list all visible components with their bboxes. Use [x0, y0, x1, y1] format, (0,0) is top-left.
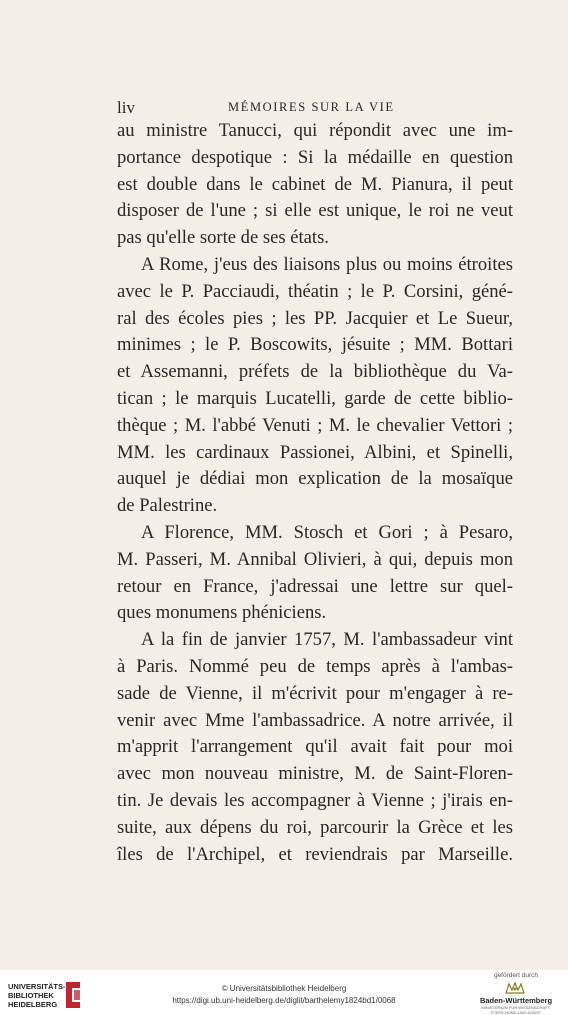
text-line: avec le P. Pacciaudi, théatin ; le P. Corsini, géné-	[117, 280, 513, 302]
page-number: liv	[117, 98, 135, 117]
text-line: thèque ; M. l'abbé Venuti ; M. le chevalier Vettori ;	[117, 414, 513, 436]
text-line: minimes ; le P. Boscowits, jésuite ; MM. Bottari	[117, 334, 513, 356]
text-line: avec mon nouveau ministre, M. de Saint-Floren-	[117, 763, 513, 785]
text-line: MM. les cardinaux Passionei, Albini, et Spinelli,	[117, 441, 513, 463]
text-line: au ministre Tanucci, qui répondit avec une im-	[117, 120, 513, 141]
text-line: sade de Vienne, il m'écrivit pour m'engager à re-	[117, 682, 513, 704]
copyright-notice: © Universitätsbibliothek Heidelberg	[221, 984, 347, 993]
text-line: m'apprit l'arrangement qu'il avait fait pour moi	[117, 736, 513, 758]
page-header	[117, 98, 513, 118]
running-title: MÉMOIRES SUR LA VIE	[228, 100, 395, 114]
text-line: tin. Je devais les accompagner à Vienne ; j'irais en-	[117, 789, 513, 811]
text-line: pas qu'elle sorte de ses états.	[117, 227, 329, 249]
text-line: auquel je dédiai mon explication de la mosaïque	[117, 468, 513, 490]
text-line: tican ; le marquis Lucatelli, garde de cette biblio-	[117, 387, 513, 409]
coat-of-arms-icon	[504, 981, 526, 995]
text-line: venir avec Mme l'ambassadrice. A notre arrivée, il	[117, 709, 513, 731]
text-line: A Rome, j'eus des liaisons plus ou moins étroites	[141, 253, 513, 275]
text-line: de Palestrine.	[117, 495, 218, 517]
text-line: M. Passeri, M. Annibal Olivieri, à qui, depuis mon	[117, 548, 513, 570]
page-url-link[interactable]: https://digi.ub.uni-heidelberg.de/diglit/barthelemy1824bd1/0068	[172, 996, 396, 1005]
text-line: A la fin de janvier 1757, M. l'ambassadeur vint	[141, 629, 513, 651]
text-line: à Paris. Nommé peu de temps après à l'ambas-	[117, 655, 513, 677]
text-line: A Florence, MM. Stosch et Gori ; à Pesaro,	[141, 521, 513, 543]
text-line: ral des écoles pies ; les PP. Jacquier et Le Sueur,	[117, 307, 513, 329]
university-library-name: UNIVERSITÄTS- BIBLIOTHEK HEIDELBERG	[8, 982, 66, 1009]
text-line: disposer de l'une ; si elle est unique, le roi ne veut	[117, 200, 513, 222]
sponsor-name: Baden-Württemberg	[479, 996, 553, 1005]
sponsor-subline: MINISTERIUM FÜR WISSENSCHAFT, FORSCHUNG UND KUNST	[481, 1005, 551, 1015]
text-line: retour en France, j'adressai une lettre sur quel-	[117, 575, 513, 597]
text-line: ques monumens phéniciens.	[117, 602, 327, 624]
text-line: portance despotique : Si la médaille en question	[117, 146, 513, 168]
body-text	[117, 118, 513, 868]
sponsor-logo[interactable]	[468, 972, 564, 1015]
promoted-by-label: gefördert durch	[493, 972, 539, 979]
footer-bar	[0, 970, 568, 1013]
text-line: suite, aux dépens du roi, parcourir la Grèce et les	[117, 816, 513, 838]
text-line: îles de l'Archipel, et reviendrais par Marseille.	[117, 843, 513, 865]
text-line: et Assemanni, préfets de la bibliothèque du Va-	[117, 361, 513, 383]
text-line: est double dans le cabinet de M. Pianura, il peut	[117, 173, 513, 195]
